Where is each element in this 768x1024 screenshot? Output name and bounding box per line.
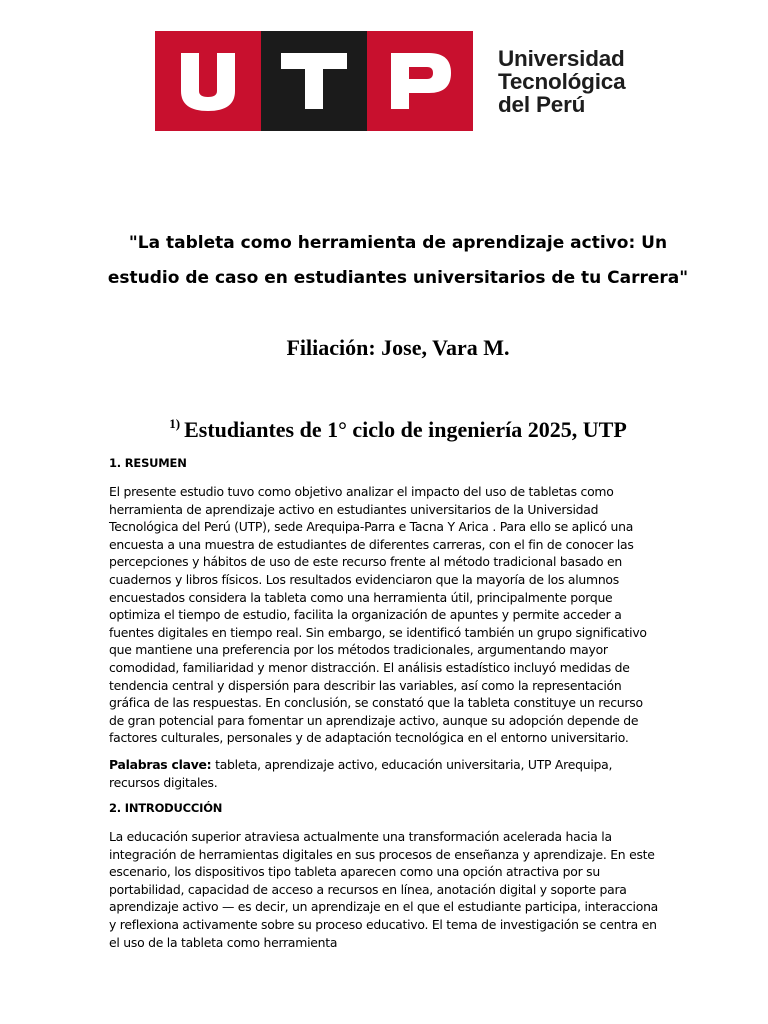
university-name-line: Universidad xyxy=(498,45,625,71)
keywords-text: tableta, aprendizaje activo, educación universitaria, UTP Arequipa, recursos digitales. xyxy=(109,756,613,790)
university-name-line: Tecnológica xyxy=(498,68,626,94)
university-name xyxy=(498,47,625,116)
logo-box-u xyxy=(155,31,261,131)
title-line: estudio de caso en estudiantes universitarios de tu Carrera" xyxy=(107,268,689,288)
paper-body xyxy=(109,455,661,951)
abstract-paragraph: El presente estudio tuvo como objetivo analizar el impacto del uso de tabletas como herramienta de aprendizaje activo en estudiantes universitarios de la Universidad Tecnológica del Perú (UTP), sede Arequipa-Parra e Tacna Y Arica . Para ello se aplicó una encuesta a una muestra de estudiantes de diferentes carreras, con el fin de conocer las percepciones y hábitos de uso de este recurso frente al método tradicional basado en cuadernos y libros físicos. Los resultados evidenciaron que la mayoría de los alumnos encuestados considera la tableta como una herramienta útil, principalmente porque optimiza el tiempo de estudio, facilita la organización de apuntes y permite acceder a fuentes digitales en tiempo real. Sin embargo, se identificó también un grupo significativo que mantiene una preferencia por los métodos tradicionales, argumentando mayor comodidad, familiaridad y menor distracción. El análisis estadístico incluyó medidas de tendencia central y dispersión para describir las variables, así como la representación gráfica de las respuestas. En conclusión, se constató que la tableta constituye un recurso de gran potencial para fomentar un aprendizaje activo, aunque su adopción depende de factores culturales, personales y de adaptación tecnológica en el entorno universitario. xyxy=(109,484,647,746)
paper-title xyxy=(90,226,706,296)
affiliation-marker: 1) xyxy=(169,416,181,431)
logo-box-p xyxy=(367,31,473,131)
keywords-label: Palabras clave: xyxy=(109,756,212,772)
introduction-paragraph: La educación superior atraviesa actualmente una transformación acelerada hacia la integración de herramientas digitales en sus procesos de enseñanza y aprendizaje. En este escenario, los dispositivos tipo tableta aparecen como una opción atractiva por su portabilidad, capacidad de acceso a recursos en línea, anotación digital y soporte para aprendizaje activo — es decir, un aprendizaje en el que el estudiante participa, interacciona y reflexiona activamente sobre su proceso educativo. El tema de investigación se centra en el uso de la tableta como herramienta xyxy=(109,829,659,950)
logo-box-t xyxy=(261,31,367,131)
affiliation-note xyxy=(90,409,706,445)
affiliation: Filiación: Jose, Vara M. xyxy=(286,335,510,360)
affiliation-note-text: Estudiantes de 1° ciclo de ingeniería 2025, UTP xyxy=(184,417,627,442)
letter-p-mark xyxy=(375,49,465,113)
utp-logo xyxy=(155,31,625,131)
logo-letter-boxes xyxy=(155,31,473,131)
university-name-line: del Perú xyxy=(498,91,586,117)
introduction-heading: 2. INTRODUCCIÓN xyxy=(109,801,223,816)
keywords-paragraph xyxy=(109,756,661,791)
abstract-heading: 1. RESUMEN xyxy=(109,456,187,470)
letter-u-mark xyxy=(163,49,253,113)
letter-t-mark xyxy=(269,49,359,113)
title-line: "La tableta como herramienta de aprendizaje activo: Un xyxy=(128,233,668,253)
